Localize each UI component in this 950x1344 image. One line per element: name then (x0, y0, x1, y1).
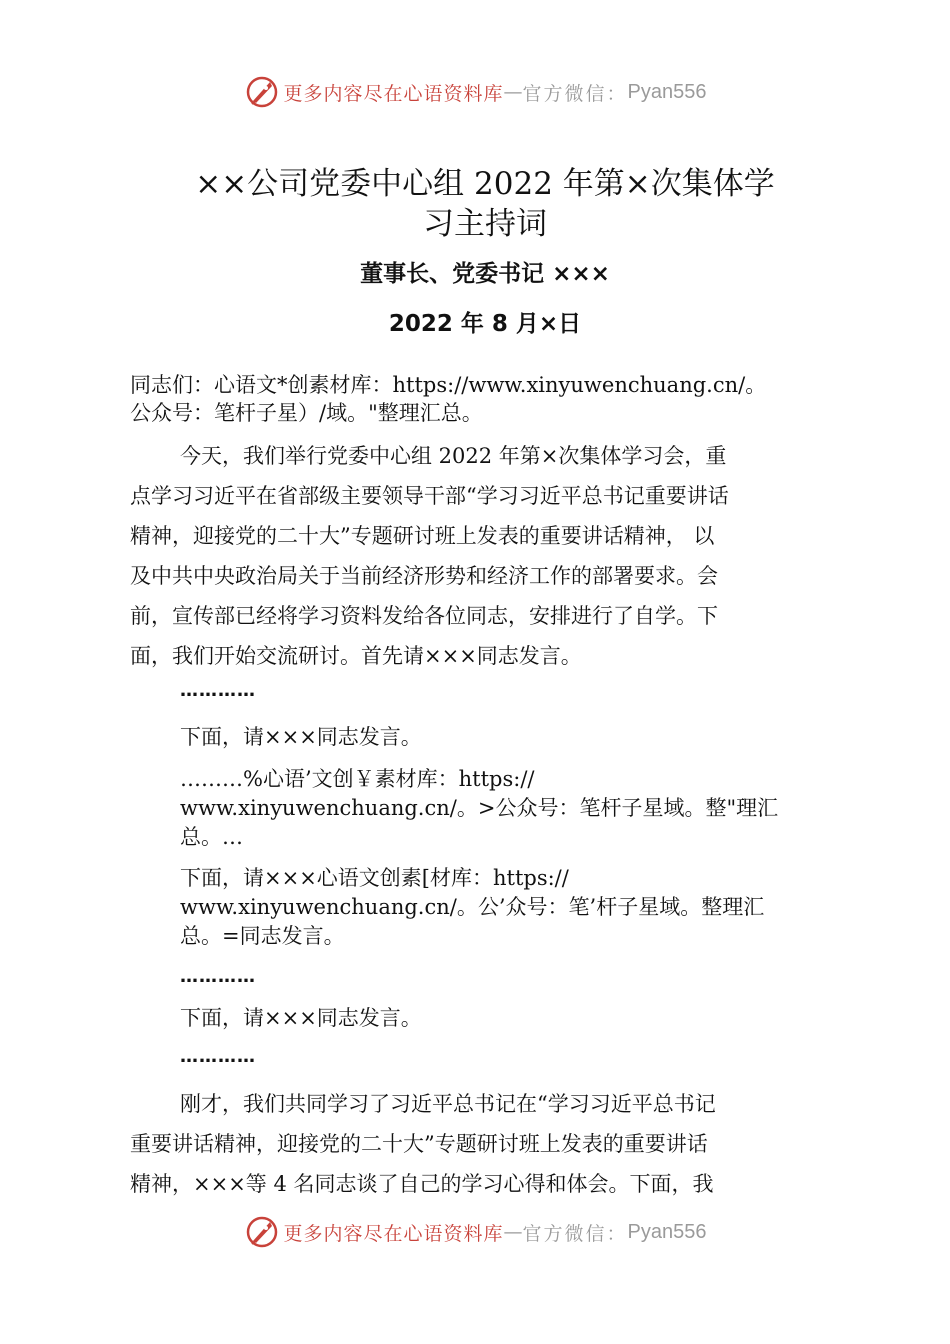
banner-separator: — (503, 1221, 523, 1243)
paragraph-line: 精神，×××等 4 名同志谈了自己的学习心得和体会。下面，我 (130, 1172, 714, 1196)
document-title (130, 164, 840, 244)
watermark-text-1a: ………%心语’文创￥素材库：https:// (180, 767, 535, 791)
paragraph-line: 面，我们开始交流研讨。首先请×××同志发言。 (130, 644, 582, 668)
paragraph-line: 精神，迎接党的二十大”专题研讨班上发表的重要讲话精神， 以 (130, 524, 715, 548)
greeting-line-2: 公众号：笔杆子星）/域。"整理汇总。 (130, 401, 483, 425)
banner-wechat-id: Pyan556 (627, 80, 707, 103)
speaker-line: 董事长、党委书记 ××× (360, 261, 610, 287)
banner-text: 更多内容尽在心语资料库 (283, 82, 504, 105)
watermark-text-2c: 总。=同志发言。 (180, 924, 345, 948)
watermark-text-1b: www.xinyuwenchuang.cn/。>公众号：笔杆子星域。整"理汇 (180, 796, 779, 820)
banner-separator: — (503, 81, 523, 103)
date-line: 2022 年 8 月×日 (388, 311, 582, 337)
title-line-2: 习主持词 (423, 206, 547, 242)
banner-wechat-label: 官方微信： (522, 82, 628, 105)
quill-logo-icon (244, 74, 280, 110)
ellipsis-1: ………… (180, 680, 256, 701)
next-speaker-1: 下面，请×××同志发言。 (180, 725, 422, 749)
paragraph-line: 刚才，我们共同学习了习近平总书记在“学习习近平总书记 (180, 1092, 716, 1116)
quill-logo-icon (244, 1214, 280, 1250)
banner-text: 更多内容尽在心语资料库 (283, 1222, 504, 1245)
watermark-text-2a: 下面，请×××心语文创素[材库：https:// (180, 866, 569, 890)
banner-wechat-id: Pyan556 (627, 1220, 707, 1243)
banner-wechat-label: 官方微信： (522, 1222, 628, 1245)
paragraph-line: 今天，我们举行党委中心组 2022 年第×次集体学习会，重 (180, 444, 727, 468)
next-speaker-2: 下面，请×××同志发言。 (180, 1006, 422, 1030)
greeting-line-1: 同志们：心语文*创素材库：https://www.xinyuwenchuang.cn/。 (130, 373, 767, 397)
paragraph-summary (130, 1084, 842, 1204)
watermark-text-1c: 总。… (180, 825, 243, 849)
paragraph-line: 点学习习近平在省部级主要领导干部“学习习近平总书记重要讲话 (130, 484, 729, 508)
paragraph-line: 前，宣传部已经将学习资料发给各位同志，安排进行了自学。下 (130, 604, 718, 628)
paragraph-opening (130, 436, 842, 676)
watermark-text-2b: www.xinyuwenchuang.cn/。公’众号：笔’杆子星域。整理汇 (180, 895, 765, 919)
header-watermark (0, 72, 950, 112)
paragraph-line: 重要讲话精神，迎接党的二十大”专题研讨班上发表的重要讲话 (130, 1132, 708, 1156)
title-line-1: ××公司党委中心组 2022 年第×次集体学 (195, 166, 775, 202)
ellipsis-2: ………… (180, 966, 256, 987)
ellipsis-3: ………… (180, 1046, 256, 1067)
footer-watermark (0, 1212, 950, 1252)
paragraph-line: 及中共中央政治局关于当前经济形势和经济工作的部署要求。会 (130, 564, 718, 588)
